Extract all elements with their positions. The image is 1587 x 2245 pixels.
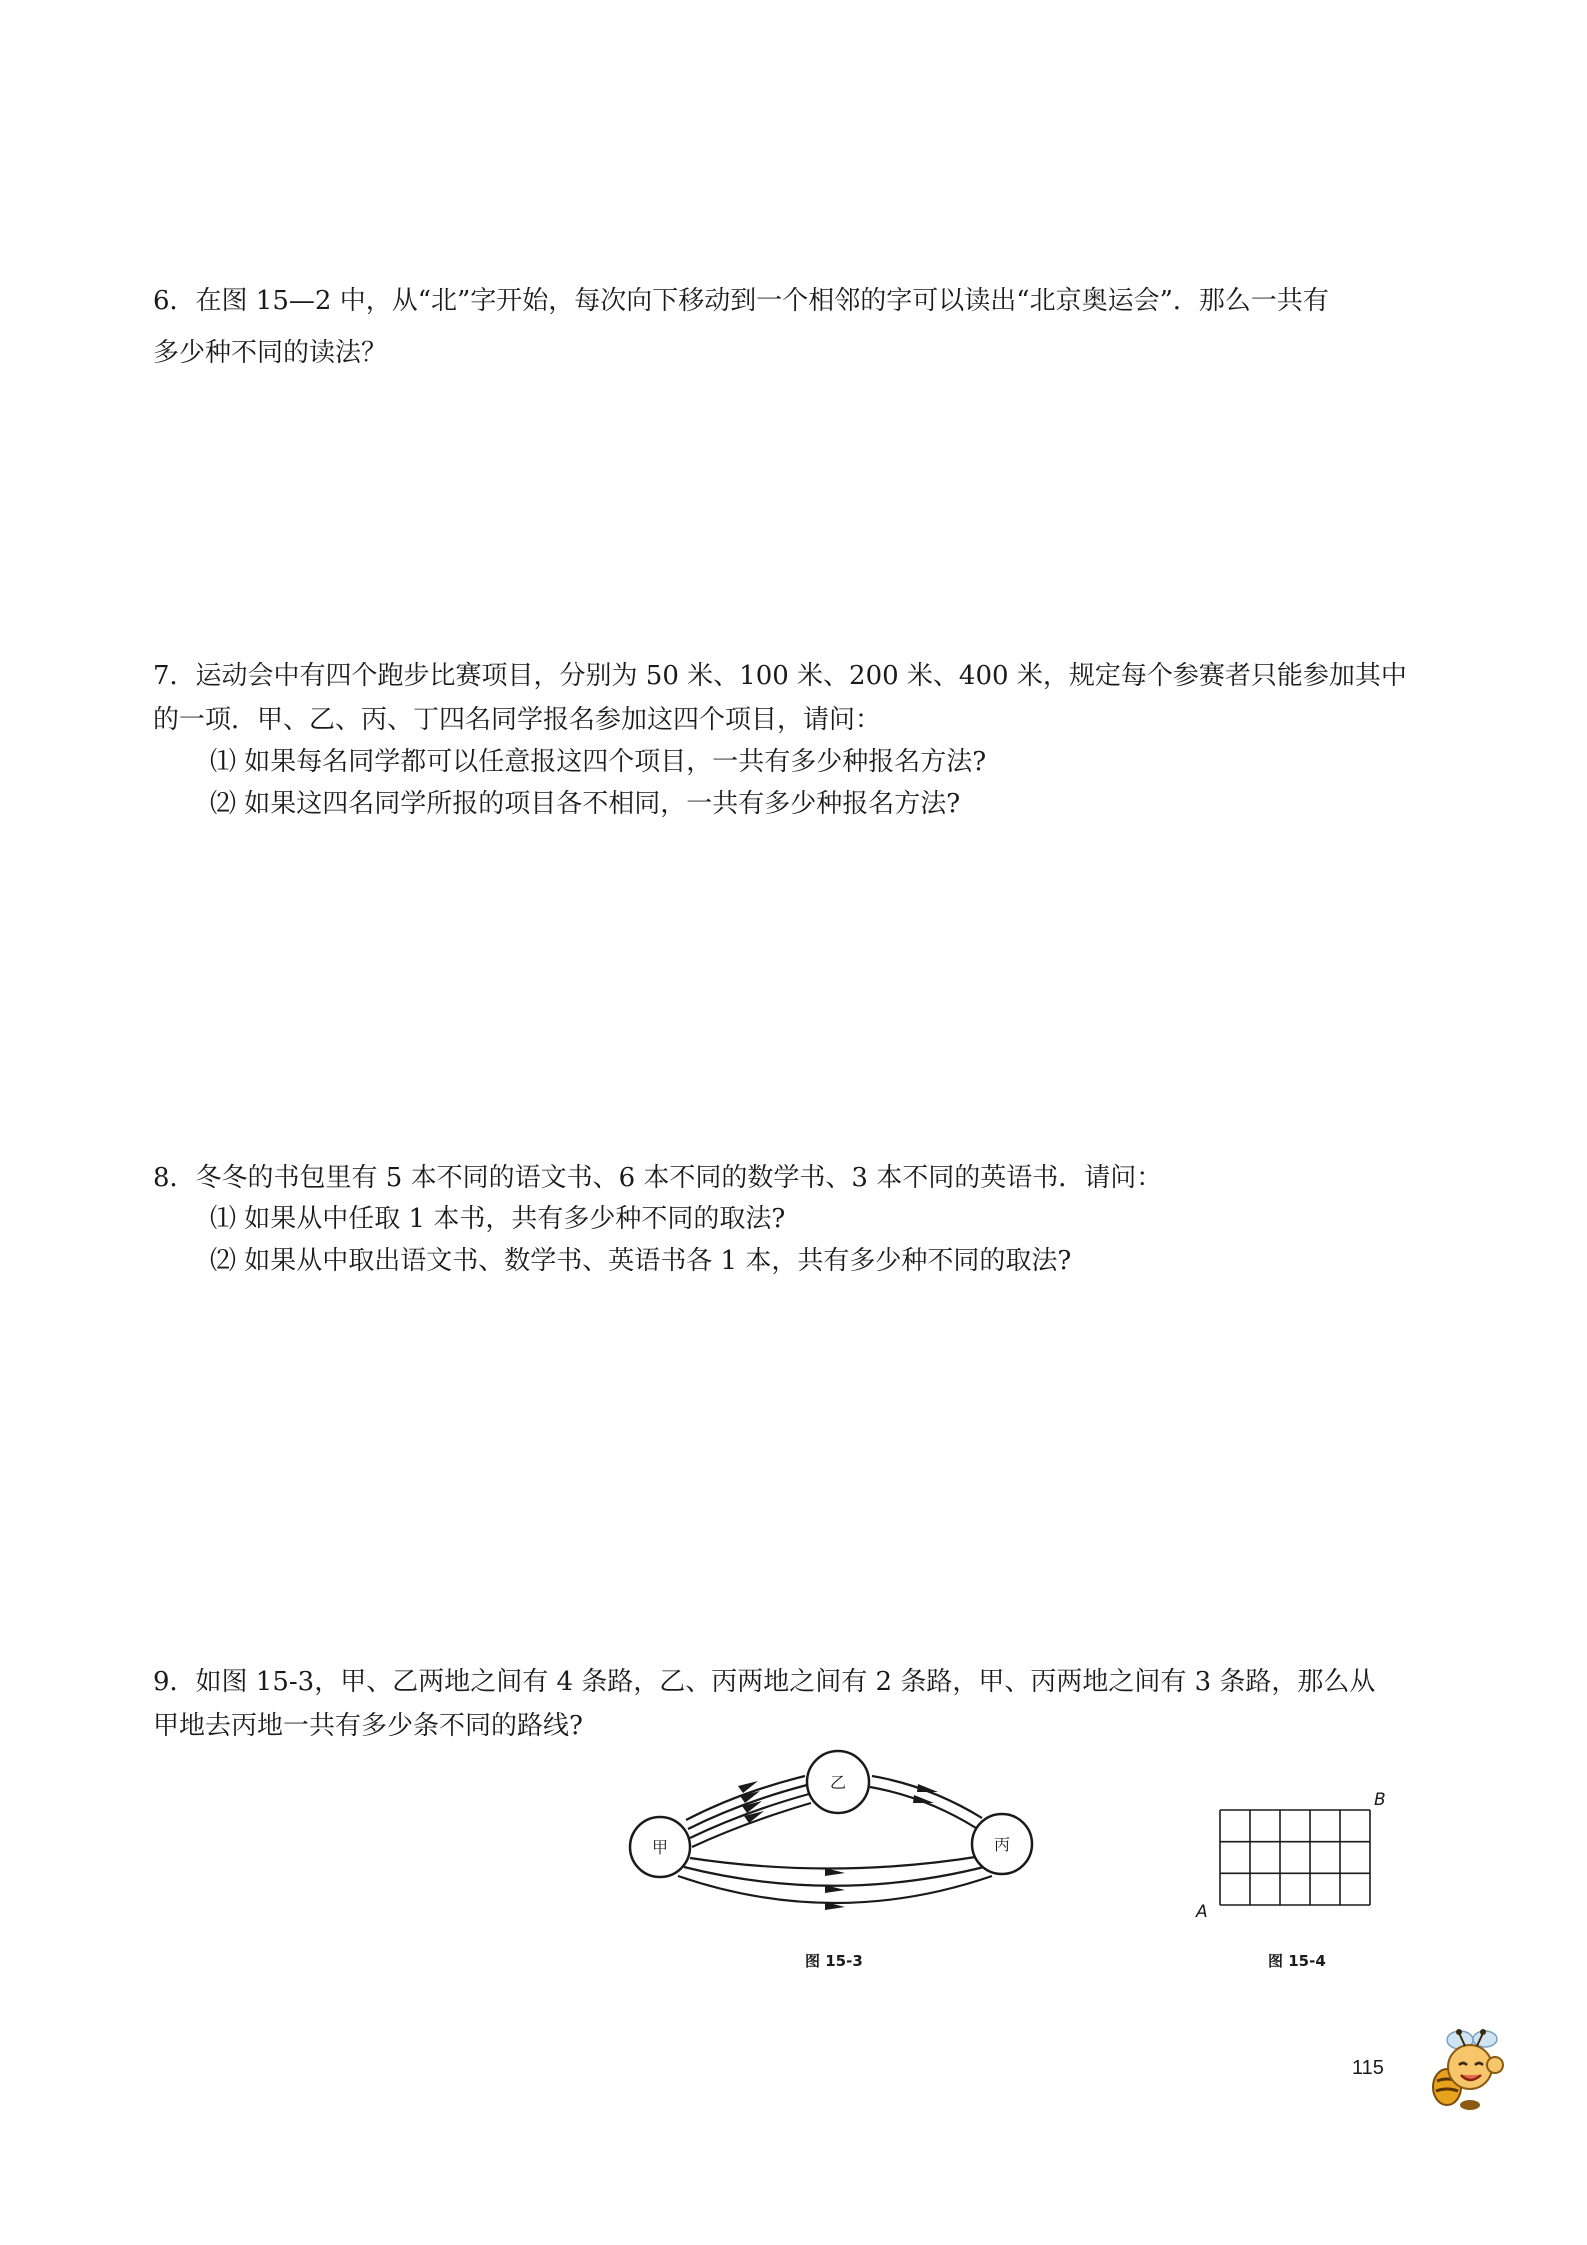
page-number: 115 — [1352, 2057, 1384, 2079]
q6-line-1: 6．在图 15—2 中，从“北”字开始，每次向下移动到一个相邻的字可以读出“北京奥运会”．那么一共有 — [153, 286, 1329, 316]
figure-15-4-grid — [1185, 1785, 1400, 1925]
figure-15-3-caption: 图 15-3 — [805, 1952, 863, 1970]
q8-sub-2: ⑵ 如果从中取出语文书、数学书、英语书各 1 本，共有多少种不同的取法? — [210, 1246, 1072, 1276]
q8-line-1: 8．冬冬的书包里有 5 本不同的语文书、6 本不同的数学书、3 本不同的英语书．请问： — [153, 1163, 1163, 1193]
bee-mascot-icon — [1425, 2025, 1515, 2115]
node-yi-label: 乙 — [829, 1773, 847, 1792]
road-yi-bing-1 — [872, 1776, 982, 1818]
road-jia-bing-1 — [690, 1856, 982, 1869]
q7-sub-2: ⑵ 如果这四名同学所报的项目各不相同，一共有多少种报名方法? — [210, 789, 961, 819]
grid-label-a: A — [1196, 1902, 1208, 1922]
node-bing-label: 丙 — [993, 1835, 1011, 1854]
q6-line-2: 多少种不同的读法？ — [153, 338, 388, 368]
q9-line-1: 9．如图 15-3，甲、乙两地之间有 4 条路，乙、丙两地之间有 2 条路，甲、丙两地之间有 3 条路，那么从 — [153, 1667, 1376, 1697]
q7-sub-1: ⑴ 如果每名同学都可以任意报这四个项目，一共有多少种报名方法? — [210, 747, 987, 777]
q8-sub-1: ⑴ 如果从中任取 1 本书，共有多少种不同的取法? — [210, 1204, 786, 1234]
figure-15-4-caption: 图 15-4 — [1268, 1952, 1326, 1970]
grid-label-b: B — [1374, 1790, 1386, 1810]
q7-line-2: 的一项．甲、乙、丙、丁四名同学报名参加这四个项目，请问： — [153, 705, 882, 735]
q9-line-2: 甲地去丙地一共有多少条不同的路线? — [153, 1711, 583, 1741]
arrowhead-yi-bing-2 — [913, 1795, 934, 1803]
arrowhead-yi-bing-1 — [917, 1784, 938, 1792]
road-yi-bing-2 — [870, 1787, 976, 1828]
figure-15-3-diagram — [620, 1745, 1060, 1925]
q7-line-1: 7．运动会中有四个跑步比赛项目，分别为 50 米、100 米、200 米、400 米，规定每个参赛者只能参加其中 — [153, 661, 1407, 691]
node-jia-label: 甲 — [651, 1838, 669, 1857]
